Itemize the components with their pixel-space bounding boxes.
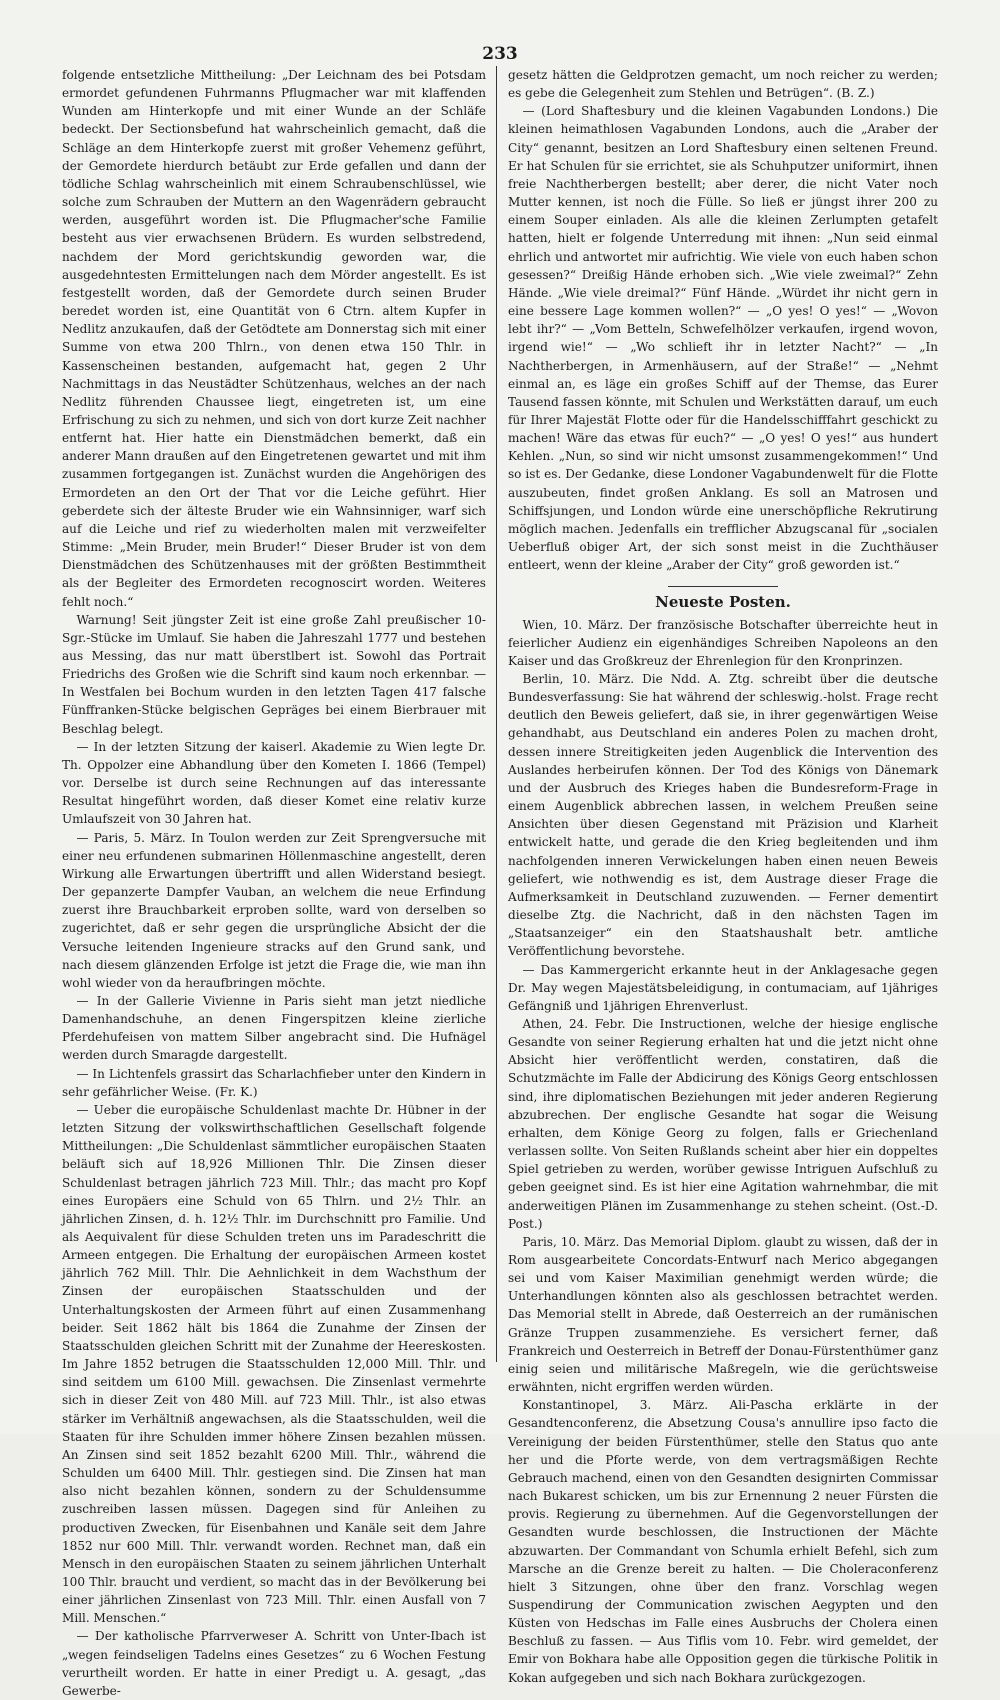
section-divider (668, 586, 778, 587)
news-athen: Athen, 24. Febr. Die Instructionen, welche der hiesige englische Gesandte von seiner Regierung erhalten hat und die jetzt nicht ohne Absicht hier veröffentlicht werden, constatiren, daß die Schutzmächte im Falle der Abdicirung des Königs Georg entschlossen sind, ihre diplomatischen Beziehungen mit jeder anderen Regierung abzubrechen. Der englische Gesandte hat sogar die Weisung erhalten, dem Könige Georg zu folgen, falls er Griechenland verlassen sollte. Von Seiten Rußlands scheint aber hier ein doppeltes Spiel getrieben zu werden, worüber gewisse Intriguen Aufschluß zu geben geeignet sind. Es ist hier eine Agitation wahrnehmbar, die mit anderweitigen Plänen im Zusammenhange zu stehen scheint. (Ost.-D. Post.) (508, 1016, 938, 1231)
article-schuldenlast: — Ueber die europäische Schuldenlast machte Dr. Hübner in der letzten Sitzung der volkswirthschaftlichen Gesellschaft folgende Mittheilungen: „Die Schuldenlast sämmtlicher europäischen Staaten beläuft sich auf 18,926 Millionen Thlr. Die Zinsen dieser Schuldenlast betragen jährlich 723 Mill. Thlr.; das macht pro Kopf eines Europäers eine Schuld von 65 Thlrn. und 2½ Thlr. an jährlichen Zinsen, d. h. 12½ Thlr. im Durchschnitt pro Familie. Und als Aequivalent für diese Schulden treten uns im Paradeschritt die Armeen entgegen. Die Erhaltung der europäischen Armeen kostet jährlich 762 Mill. Thlr. Die Aehnlichkeit in dem Wachsthum der Zinsen der europäischen Staatsschulden und der Unterhaltungskosten der Armeen führt auf einen Zusammenhang beider. Seit 1862 hält bis 1864 die Zunahme der Zinsen der Staatsschulden gleichen Schritt mit der Zunahme der Heereskosten. Im Jahre 1852 betrugen die Staatsschulden 12,000 Mill. Thlr. und sind seitdem um 6100 Mill. gewachsen. Die Zinsenlast vermehrte sich in dieser Zeit von 480 Mill. auf 723 Mill. Thlr., ist also etwas stärker im Verhältniß angewachsen, als die Staatsschulden, weil die Staaten für ihre Schulden immer höhere Zinsen bezahlen müssen. An Zinsen sind seit 1852 bezahlt 6200 Mill. Thlr., während die Schulden um 6400 Mill. Thlr. gestiegen sind. Die Zinsen hat man also nicht bezahlen können, sondern zu der Schuldensumme zuschreiben lassen müssen. Dagegen sind für Anleihen zu productiven Zwecken, für Eisenbahnen und Kanäle seit dem Jahre 1852 nur 600 Mill. Thlr. verwandt worden. Rechnet man, daß ein Mensch in den europäischen Staaten zu seinem jährlichen Unterhalt 100 Thlr. braucht und verdient, so macht das in der Bevölkerung bei einer jährlichen Zinsenlast von 723 Mill. Thlr. einen Ausfall von 7 Mill. Menschen.“ (62, 1102, 486, 1626)
article-lichtenfels: — In Lichtenfels grassirt das Scharlachfieber unter den Kindern in sehr gefährlicher Weise. (Fr. K.) (62, 1066, 486, 1099)
article-paris-toulon: — Paris, 5. März. In Toulon werden zur Zeit Sprengversuche mit einer neu erfundenen submarinen Höllenmaschine angestellt, deren Wirkung alle Erwartungen übertrifft und allen Widerstand besiegt. Der gepanzerte Dampfer Vauban, an welchem die neue Erfindung zuerst ihre Brauchbarkeit erproben sollte, ward von derselben so zugerichtet, daß er sehr gegen die ursprüngliche Absicht der die Versuche leitenden Ingenieure stracks auf den Grund sank, und nach diesem glänzenden Erfolge ist jetzt die Frage die, wie man ihn wohl wieder von da heraufbringen möchte. (62, 830, 486, 990)
news-berlin: Berlin, 10. März. Die Ndd. A. Ztg. schreibt über die deutsche Bundesverfassung: Sie hat während der schleswig.-holst. Frage recht deutlich den Beweis geliefert, daß sie, in ihrer gegenwärtigen Weise gehandhabt, aus Deutschland ein anderes Polen zu machen droht, dessen innere Streitigkeiten jeden Augenblick die Intervention des Auslandes herbeirufen können. Der Tod des Königs von Dänemark und der Ausbruch des Krieges haben die Bundesreform-Frage in einem Augenblick abbrechen lassen, in welchem Preußen seine Ansichten über diesen Gegenstand mit Präzision und Klarheit entwickelt hatte, und gerade die den Krieg begleitenden und ihm nachfolgenden inneren Verwickelungen haben einen neuen Beweis geliefert, wie nothwendig es ist, dem Austrage dieser Frage die Aufmerksamkeit in Deutschland zuzuwenden. — Ferner dementirt dieselbe Ztg. die Nachricht, daß in den nächsten Tagen im „Staatsanzeiger“ ein den Staatshaushalt betr. amtliche Veröffentlichung bevorstehe. (508, 672, 938, 959)
article-murder-report: folgende entsetzliche Mittheilung: „Der Leichnam des bei Potsdam ermordet gefundenen Fuhrmanns Pflugmacher war mit klaffenden Wunden am Hinterkopfe und mit einer Wunde an der Schläfe bedeckt. Der Sectionsbefund hat wahrscheinlich gemacht, daß die Schläge an dem Hinterkopfe zuerst mit großer Vehemenz geführt, der Gemordete hierdurch betäubt zur Erde gefallen und dann der tödliche Schlag wahrscheinlich mit einem Schraubenschlüssel, wie solche zum Schrauben der Muttern an den Wagenrädern gebraucht werden, ausgeführt worden ist. Die Pflugmacher'sche Familie besteht aus vier erwachsenen Brüdern. Es wurden selbstredend, nachdem der Mord gerichtskundig geworden war, die ausgedehntesten Ermittelungen nach dem Mörder angestellt. Es ist festgestellt worden, daß der Gemordete durch seinen Bruder beredet worden ist, eine Quantität von 6 Ctrn. altem Kupfer in Nedlitz anzukaufen, daß der Getödtete am Donnerstag sich mit einer Summe von etwa 200 Thlrn., von denen etwa 150 Thlr. in Kassenscheinen bestanden, aufgemacht hat, gegen 2 Uhr Nachmittags in das Neustädter Schützenhaus, welches an der nach Nedlitz führenden Chaussee liegt, eingetreten ist, um eine Erfrischung zu sich zu nehmen, und sich von dort kurze Zeit nachher entfernt hat. Hier hatte ein Dienstmädchen bemerkt, daß ein anderer Mann draußen auf den Eingetretenen gewartet und mit ihm zusammen fortgegangen ist. Zunächst wurden die Angehörigen des Ermordeten an den Ort der That vor die Leiche geführt. Hier geberdete sich der älteste Bruder wie ein Wahnsinniger, warf sich auf die Leiche und rief zu wiederholten malen mit verzweifelter Stimme: „Mein Bruder, mein Bruder!“ Dieser Bruder ist von dem Dienstmädchen des Schützenhauses mit der größten Bestimmtheit als der Begleiter des Ermordeten recognoscirt worden. Weiteres fehlt noch.“ (62, 68, 486, 609)
section-heading: Neueste Posten. (655, 593, 791, 612)
news-kammergericht: — Das Kammergericht erkannte heut in der Anklagesache gegen Dr. May wegen Majestätsbeleidigung, in contumaciam, auf 1jähriges Gefängniß und 1jährigen Ehrenverlust. (508, 962, 938, 1013)
news-wien: Wien, 10. März. Der französische Botschafter überreichte heut in feierlicher Audienz ein eigenhändiges Schreiben Napoleons an den Kaiser und das Großkreuz der Ehrenlegion für den Kronprinzen. (508, 617, 938, 668)
news-paris: Paris, 10. März. Das Memorial Diplom. glaubt zu wissen, daß der in Rom ausgearbeitete Concordats-Entwurf nach Merico abgegangen sei und vom Kaiser Maximilian genehmigt werden würde; die Unterhandlungen könnten also als geschlossen betrachtet werden. Das Memorial stellt in Abrede, daß Oesterreich an der rumänischen Gränze Truppen zusammenziehe. Es versichert ferner, daß Frankreich und Oesterreich in Betreff der Donau-Fürstenthümer ganz einig seien und militärische Maßregeln, wie die gerüchtsweise erwähnten, nicht ergriffen werden würden. (508, 1234, 938, 1395)
article-continuation: gesetz hätten die Geldprotzen gemacht, um noch reicher zu werden; es gebe die Gelegenheit zum Stehlen und Betrügen“. (B. Z.) (508, 68, 938, 101)
article-warnung: Warnung! Seit jüngster Zeit ist eine große Zahl preußischer 10-Sgr.-Stücke im Umlauf. Sie haben die Jahreszahl 1777 und bestehen aus Messing, das nur matt überstlbert ist. Sowohl das Portrait Friedrichs des Großen wie die Schrift sind kaum noch erkennbar. — In Westfalen bei Bochum wurden in den letzten Tagen 417 falsche Fünffranken-Stücke belgischen Gepräges bei einem Bierbrauer mit Beschlag belegt. (62, 612, 486, 736)
article-akademie-wien: — In der letzten Sitzung der kaiserl. Akademie zu Wien legte Dr. Th. Oppolzer eine Abhandlung über den Kometen I. 1866 (Tempel) vor. Derselbe ist durch seine Rechnungen auf das interessante Resultat hingeführt worden, daß dieser Komet eine relativ kurze Umlaufszeit von 30 Jahren hat. (62, 739, 486, 827)
article-pfarrverweser: — Der katholische Pfarrverweser A. Schritt von Unter-Ibach ist „wegen feindseligen Tadelns eines Gesetzes“ zu 6 Wochen Festung verurtheilt worden. Er hatte in einer Predigt u. A. gesagt, „das Gewerbe- (62, 1629, 486, 1698)
news-konstantinopel: Konstantinopel, 3. März. Ali-Pascha erklärte in der Gesandtenconferenz, die Absetzung Cousa's annullire ipso facto die Vereinigung der beiden Fürstenthümer, stelle den Status quo ante her und die Pforte werde, von dem vertragsmäßigen Rechte Gebrauch machend, einen von den Gesandten designirten Commissar nach Bukarest schicken, um bis zur Ernennung 2 neuer Fürsten die provis. Regierung zu übernehmen. Auf die Gegenvorstellungen der Gesandten wurde beschlossen, die Instructionen der Mächte abzuwarten. Der Commandant von Schumla erhielt Befehl, sich zum Marsche an die Grenze bereit zu halten. — Die Choleraconferenz hielt 3 Sitzungen, ohne über den franz. Vorschlag wegen Suspendirung der Communication zwischen Aegypten und den Küsten von Hedschas im Falle eines Ausbruchs der Cholera einen Beschluß zu fassen. — Aus Tiflis vom 10. Febr. wird gemeldet, der Emir von Bokhara habe alle Opposition gegen die türkische Politik in Kokan aufgegeben und sich nach Bokhara zurückgezogen. (508, 1398, 938, 1685)
article-shaftesbury: — (Lord Shaftesbury und die kleinen Vagabunden Londons.) Die kleinen heimathlosen Vagabunden Londons, auch die „Araber der City“ genannt, besitzen an Lord Shaftesbury einen seltenen Freund. Er hat Schulen für sie errichtet, sie als Schuhputzer uniformirt, ihnen freie Nachtherbergen bestellt; aber derer, die nicht Vater noch Mutter kennen, ist noch die Fülle. So ließ er jüngst ihrer 200 zu einem Souper einladen. Als alle die kleinen Zerlumpten getafelt hatten, hielt er folgende Unterredung mit ihnen: „Nun seid einmal ehrlich und antwortet mir aufrichtig. Wie viele von euch haben schon gesessen?“ Dreißig Hände erhoben sich. „Wie viele zweimal?“ Zehn Hände. „Wie viele dreimal?“ Fünf Hände. „Würdet ihr nicht gern in eine bessere Lage kommen wollen?“ — „O yes! O yes!“ — „Wovon lebt ihr?“ — „Vom Betteln, Schwefelhölzer verkaufen, irgend wovon, irgend wie!“ — „Wo schlieft ihr in letzter Nacht?“ — „In Nachtherbergen, in Armenhäusern, auf der Straße!“ — „Nehmt einmal an, es läge ein großes Schiff auf der Themse, das Eurer Tausend fassen könnte, mit Schulen und Werkstätten darauf, um euch für Ihrer Majestät Flotte oder für die Handelsschifffahrt geschickt zu machen! Wäre das etwas für euch?“ — „O yes! O yes!“ aus hundert Kehlen. „Nun, so sind wir nicht umsonst zusammengekommen!“ Und so ist es. Der Gedanke, diese Londoner Vagabundenwelt für die Flotte auszubeuten, findet großen Anklang. Es soll an Matrosen und Schiffsjungen, und London würde eine unerschöpfliche Rekrutirung möglich machen. Jedenfalls ein trefflicher Abzugscanal für „socialen Ueberfluß obiger Art, der sich sonst meist in die Zuchthäuser entleert, wenn der kleine „Araber der City“ groß geworden ist.“ (508, 104, 938, 573)
column-divider (496, 66, 497, 1362)
left-column (62, 66, 486, 1698)
article-gallerie-vivienne: — In der Gallerie Vivienne in Paris sieht man jetzt niedliche Damenhandschuhe, an denen Fingerspitzen kleine zierliche Pferdehufeisen von mattem Silber angebracht sind. Die Hufnägel werden durch Smaragde dargestellt. (62, 993, 486, 1063)
right-column (508, 66, 938, 1685)
page-number: 233 (482, 44, 518, 64)
